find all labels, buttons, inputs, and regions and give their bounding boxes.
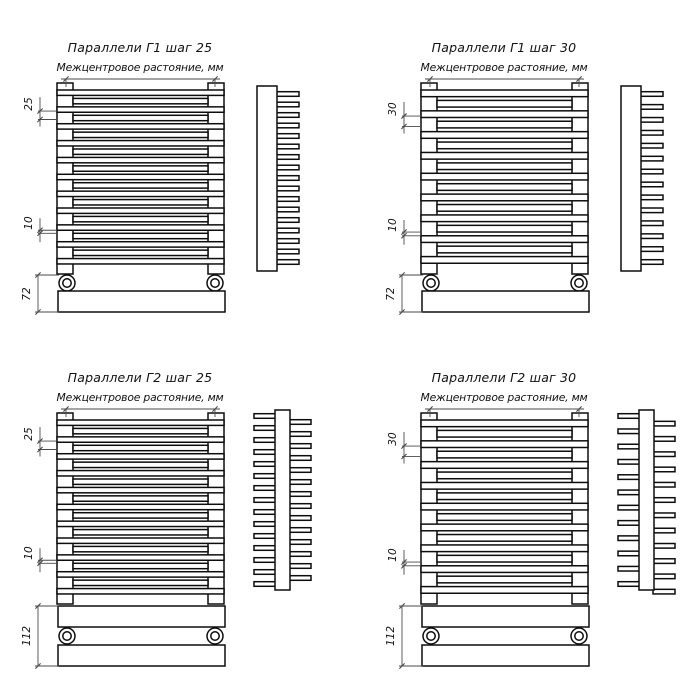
dim-label-gap: 10 xyxy=(23,546,35,560)
front-view xyxy=(421,83,588,274)
side-view xyxy=(257,86,299,271)
dim-label-step: 30 xyxy=(387,102,399,116)
panel-g2-step25 xyxy=(35,406,311,668)
bottom-view xyxy=(58,275,225,312)
panel-title: Параллели Г2 шаг 30 xyxy=(431,370,577,385)
dim-label-step: 30 xyxy=(387,432,399,446)
dim-label-gap: 10 xyxy=(387,548,399,562)
bottom-view xyxy=(422,606,589,666)
dim-label-step: 25 xyxy=(23,97,35,111)
panel-subtitle: Межцентровое растояние, мм xyxy=(56,391,224,404)
front-view xyxy=(57,413,224,604)
panel-g1-step30 xyxy=(399,76,663,314)
side-view xyxy=(254,410,311,590)
panel-subtitle: Межцентровое растояние, мм xyxy=(420,61,588,74)
panel-title: Параллели Г1 шаг 30 xyxy=(431,40,577,55)
front-view xyxy=(421,413,588,604)
panel-title: Параллели Г2 шаг 25 xyxy=(67,370,213,385)
panel-title: Параллели Г1 шаг 25 xyxy=(67,40,213,55)
dim-label-step: 25 xyxy=(23,427,35,441)
dim-label-depth: 72 xyxy=(21,287,33,301)
front-view xyxy=(57,83,224,274)
side-view xyxy=(621,86,663,271)
panel-subtitle: Межцентровое растояние, мм xyxy=(420,391,588,404)
bottom-view xyxy=(58,606,225,666)
dim-label-depth: 112 xyxy=(21,625,33,647)
dim-label-depth: 112 xyxy=(385,625,397,647)
dim-label-gap: 10 xyxy=(23,216,35,230)
panel-subtitle: Межцентровое растояние, мм xyxy=(56,61,224,74)
dim-label-depth: 72 xyxy=(385,287,397,301)
panel-g2-step30 xyxy=(399,406,675,668)
dim-label-gap: 10 xyxy=(387,218,399,232)
side-view xyxy=(618,410,675,594)
panel-g1-step25 xyxy=(35,76,299,314)
bottom-view xyxy=(422,275,589,312)
